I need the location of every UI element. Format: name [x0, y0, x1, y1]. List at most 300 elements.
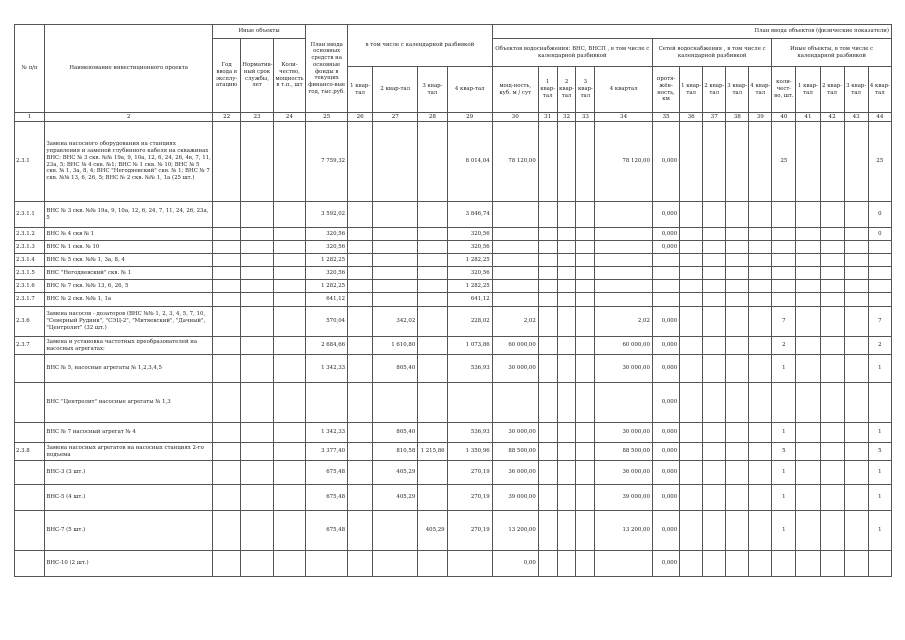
cell-c29: 1 350,96: [447, 443, 492, 461]
cell-c32: [557, 202, 576, 228]
cell-c41: [796, 307, 820, 337]
header-name: Наименование инвестиционного проекта: [45, 25, 213, 113]
cell-c35: 0,000: [652, 551, 679, 577]
cell-c28: [418, 254, 447, 267]
empty-cell: [749, 337, 772, 355]
cell-c44: [868, 254, 891, 267]
cell-c44: 2: [868, 337, 891, 355]
empty-cell: [212, 228, 240, 241]
table-row: [15, 355, 892, 383]
cell-c29: 8 014,04: [447, 122, 492, 202]
cell-c25: 320,56: [306, 241, 348, 254]
cell-c33: [576, 228, 595, 241]
empty-cell: [273, 293, 305, 307]
empty-cell: [680, 511, 703, 551]
cell-c41: [796, 267, 820, 280]
cell-c25: 320,56: [306, 228, 348, 241]
cell-c32: [557, 485, 576, 511]
empty-cell: [273, 383, 305, 423]
empty-cell: [726, 254, 749, 267]
cell-c25: 320,56: [306, 267, 348, 280]
cell-c27: [373, 511, 418, 551]
cell-c33: [576, 267, 595, 280]
cell-c29: 641,12: [447, 293, 492, 307]
empty-cell: [212, 293, 240, 307]
header-q3: 3 квар-тал: [418, 67, 447, 113]
table-row: [15, 267, 892, 280]
cell-c42: [820, 485, 844, 511]
empty-cell: [680, 202, 703, 228]
cell-c42: [820, 355, 844, 383]
row-number: [15, 485, 45, 511]
row-project-name: Замена насосных агрегатов на насосных станциях 2-го подъема: [45, 443, 213, 461]
column-number: 22: [212, 113, 240, 122]
cell-c31: [538, 122, 557, 202]
cell-c28: [418, 228, 447, 241]
header-power: мощ-ность, куб. м / сут: [492, 67, 538, 113]
table-row: [15, 461, 892, 485]
cell-c34: [595, 293, 653, 307]
empty-cell: [241, 307, 273, 337]
cell-c30: 36 000,00: [492, 461, 538, 485]
cell-c35: [652, 267, 679, 280]
cell-c33: [576, 461, 595, 485]
cell-c34: 30 000,00: [595, 355, 653, 383]
cell-c29: 3 846,74: [447, 202, 492, 228]
cell-c43: [844, 337, 868, 355]
empty-cell: [241, 280, 273, 293]
cell-c30: [492, 383, 538, 423]
cell-c42: [820, 511, 844, 551]
empty-cell: [273, 337, 305, 355]
empty-cell: [703, 228, 726, 241]
empty-cell: [273, 551, 305, 577]
cell-c40: [772, 383, 796, 423]
cell-c27: 805,40: [373, 423, 418, 443]
row-project-name: ВНС № 2 скв. №№ 1, 1а: [45, 293, 213, 307]
cell-c32: [557, 267, 576, 280]
empty-cell: [212, 511, 240, 551]
empty-cell: [680, 485, 703, 511]
row-project-name: Замена насосов - дозаторов (ВНС №№ 1, 2, 3, 4, 5, 7, 10, "Северный Рудник", "СЭЦ-2", "Митяевский", "Дачный", "Центролит" (32 шт.): [45, 307, 213, 337]
cell-c26: [348, 267, 373, 280]
empty-cell: [749, 461, 772, 485]
empty-cell: [680, 551, 703, 577]
cell-c26: [348, 293, 373, 307]
table-row: [15, 511, 892, 551]
row-number: 2.3.1.7: [15, 293, 45, 307]
cell-c44: 7: [868, 307, 891, 337]
cell-c40: [772, 228, 796, 241]
cell-c34: 2,02: [595, 307, 653, 337]
cell-c44: [868, 551, 891, 577]
cell-c40: [772, 254, 796, 267]
cell-c30: [492, 293, 538, 307]
cell-c42: [820, 337, 844, 355]
row-number: 2.3.1.4: [15, 254, 45, 267]
cell-c30: 30 000,00: [492, 423, 538, 443]
cell-c28: [418, 307, 447, 337]
cell-c29: 1 282,25: [447, 254, 492, 267]
cell-c32: [557, 241, 576, 254]
cell-c25: [306, 383, 348, 423]
header-other-norm: Норматив-ный срок службы, лет: [241, 39, 273, 113]
cell-c32: [557, 423, 576, 443]
empty-cell: [726, 337, 749, 355]
cell-c42: [820, 202, 844, 228]
cell-c28: [418, 122, 447, 202]
header-q2: 2 квар-тал: [373, 67, 418, 113]
empty-cell: [749, 202, 772, 228]
empty-cell: [212, 443, 240, 461]
cell-c27: [373, 551, 418, 577]
empty-cell: [241, 511, 273, 551]
cell-c33: [576, 551, 595, 577]
cell-c29: 270,19: [447, 511, 492, 551]
cell-c34: 30 000,00: [595, 423, 653, 443]
cell-c40: [772, 551, 796, 577]
cell-c40: [772, 293, 796, 307]
header-plan-physical: План ввода объектов (физические показатели): [492, 25, 891, 39]
cell-c34: [595, 202, 653, 228]
row-number: [15, 383, 45, 423]
empty-cell: [726, 423, 749, 443]
column-number: 34: [595, 113, 653, 122]
empty-cell: [241, 267, 273, 280]
cell-c29: 228,02: [447, 307, 492, 337]
empty-cell: [273, 280, 305, 293]
cell-c34: 60 000,00: [595, 337, 653, 355]
header-wq4: 4 квартал: [595, 67, 653, 113]
empty-cell: [273, 307, 305, 337]
header-oq3: 3 квар-тал: [844, 67, 868, 113]
cell-c26: [348, 280, 373, 293]
cell-c28: [418, 337, 447, 355]
empty-cell: [680, 423, 703, 443]
empty-cell: [749, 443, 772, 461]
empty-cell: [212, 423, 240, 443]
cell-c30: 30 000,00: [492, 355, 538, 383]
empty-cell: [241, 485, 273, 511]
header-nq2: 2 квар-тал: [703, 67, 726, 113]
empty-cell: [241, 355, 273, 383]
row-project-name: ВНС-5 (4 шт.): [45, 485, 213, 511]
row-number: [15, 355, 45, 383]
cell-c26: [348, 241, 373, 254]
empty-cell: [726, 461, 749, 485]
cell-c25: 1 282,25: [306, 254, 348, 267]
cell-c26: [348, 122, 373, 202]
empty-cell: [212, 337, 240, 355]
cell-c43: [844, 228, 868, 241]
cell-c41: [796, 202, 820, 228]
row-project-name: ВНС № 5, насосные агрегаты № 1,2,3,4,5: [45, 355, 213, 383]
column-numbers-row: [15, 113, 892, 122]
column-number: 25: [306, 113, 348, 122]
empty-cell: [680, 307, 703, 337]
row-number: [15, 423, 45, 443]
empty-cell: [703, 355, 726, 383]
empty-cell: [241, 383, 273, 423]
empty-cell: [212, 307, 240, 337]
table-row: [15, 254, 892, 267]
cell-c32: [557, 254, 576, 267]
empty-cell: [726, 241, 749, 254]
cell-c33: [576, 307, 595, 337]
empty-cell: [726, 443, 749, 461]
header-oq1: 1 квар-тал: [796, 67, 820, 113]
table-row: [15, 443, 892, 461]
cell-c41: [796, 241, 820, 254]
cell-c41: [796, 551, 820, 577]
cell-c27: [373, 228, 418, 241]
cell-c43: [844, 307, 868, 337]
cell-c35: [652, 293, 679, 307]
row-number: 2.3.7: [15, 337, 45, 355]
cell-c34: 13 200,00: [595, 511, 653, 551]
empty-cell: [212, 241, 240, 254]
empty-cell: [749, 551, 772, 577]
cell-c33: [576, 485, 595, 511]
empty-cell: [726, 355, 749, 383]
cell-c27: 805,40: [373, 355, 418, 383]
empty-cell: [273, 485, 305, 511]
cell-c40: 1: [772, 461, 796, 485]
table-row: [15, 551, 892, 577]
cell-c32: [557, 383, 576, 423]
cell-c30: 88 500,00: [492, 443, 538, 461]
header-num: № п/п: [15, 25, 45, 113]
cell-c33: [576, 280, 595, 293]
cell-c27: 1 610,80: [373, 337, 418, 355]
empty-cell: [273, 267, 305, 280]
empty-cell: [241, 337, 273, 355]
cell-c34: [595, 551, 653, 577]
row-number: 2.3.1.2: [15, 228, 45, 241]
cell-c25: 641,12: [306, 293, 348, 307]
cell-c27: [373, 280, 418, 293]
table-body: [15, 122, 892, 577]
cell-c30: [492, 228, 538, 241]
table-row: [15, 307, 892, 337]
empty-cell: [212, 280, 240, 293]
cell-c28: [418, 280, 447, 293]
empty-cell: [241, 293, 273, 307]
column-number: 32: [557, 113, 576, 122]
cell-c30: 0,00: [492, 551, 538, 577]
header-oq4: 4 квар-тал: [868, 67, 891, 113]
empty-cell: [726, 383, 749, 423]
cell-c35: 0,000: [652, 202, 679, 228]
cell-c30: [492, 280, 538, 293]
empty-cell: [703, 267, 726, 280]
empty-cell: [749, 355, 772, 383]
cell-c40: 7: [772, 307, 796, 337]
row-number: [15, 511, 45, 551]
cell-c29: 320,56: [447, 241, 492, 254]
cell-c33: [576, 383, 595, 423]
row-number: 2.3.8: [15, 443, 45, 461]
empty-cell: [680, 337, 703, 355]
column-number: 1: [15, 113, 45, 122]
empty-cell: [212, 202, 240, 228]
cell-c26: [348, 383, 373, 423]
column-number: 24: [273, 113, 305, 122]
cell-c33: [576, 355, 595, 383]
cell-c31: [538, 241, 557, 254]
cell-c43: [844, 267, 868, 280]
cell-c35: 0,000: [652, 307, 679, 337]
cell-c31: [538, 307, 557, 337]
cell-c32: [557, 122, 576, 202]
row-project-name: Замена насосного оборудования на станциях управления и заменой глубинного кабеля на скважинах ВНС: ВНС № 3 скв. №№ 19а, 9, 10а, 12, 6, 24, 26, 4в, 7, 11, 23а, 5; ВНС № 4 скв. №1; ВНС № 1 скв. № 10; ВНС № 5 скв. № 1, 3а, 8, 4; ВНС "Негодяевский" скв. № 1; ВНС № 7 скв. №№ 13, 6, 26, 5; ВНС № 2 скв. №№ 1, 1а (25 шт.): [45, 122, 213, 202]
cell-c43: [844, 254, 868, 267]
cell-c40: [772, 280, 796, 293]
row-project-name: ВНС-3 (3 шт.): [45, 461, 213, 485]
cell-c31: [538, 461, 557, 485]
cell-c40: 2: [772, 337, 796, 355]
table-row: [15, 228, 892, 241]
investment-table: [14, 24, 892, 577]
cell-c27: [373, 241, 418, 254]
cell-c44: 1: [868, 355, 891, 383]
cell-c34: 88 500,00: [595, 443, 653, 461]
cell-c35: 0,000: [652, 355, 679, 383]
cell-c32: [557, 293, 576, 307]
header-other-objects2: Иные объекты, в том числе с календарной разбивкой: [772, 39, 892, 67]
cell-c29: [447, 383, 492, 423]
cell-c42: [820, 280, 844, 293]
cell-c34: [595, 228, 653, 241]
cell-c44: 1: [868, 485, 891, 511]
empty-cell: [241, 241, 273, 254]
cell-c35: 0,000: [652, 423, 679, 443]
header-nq3: 3 квар-тал: [726, 67, 749, 113]
cell-c31: [538, 485, 557, 511]
table-row: [15, 423, 892, 443]
empty-cell: [241, 443, 273, 461]
cell-c27: 405,29: [373, 485, 418, 511]
cell-c27: [373, 293, 418, 307]
cell-c42: [820, 241, 844, 254]
empty-cell: [749, 280, 772, 293]
cell-c31: [538, 355, 557, 383]
table-row: [15, 280, 892, 293]
cell-c40: 1: [772, 511, 796, 551]
cell-c42: [820, 228, 844, 241]
empty-cell: [726, 307, 749, 337]
cell-c33: [576, 443, 595, 461]
empty-cell: [680, 267, 703, 280]
row-project-name: ВНС "Негодяевский" скв. № 1: [45, 267, 213, 280]
cell-c42: [820, 551, 844, 577]
cell-c34: [595, 241, 653, 254]
cell-c41: [796, 485, 820, 511]
empty-cell: [273, 355, 305, 383]
cell-c25: 2 684,66: [306, 337, 348, 355]
header-wq1: 1 квар-тал: [538, 67, 557, 113]
row-project-name: ВНС "Центролит" насосные агрегаты № 1,3: [45, 383, 213, 423]
cell-c43: [844, 355, 868, 383]
empty-cell: [680, 241, 703, 254]
cell-c29: 1 282,25: [447, 280, 492, 293]
cell-c32: [557, 461, 576, 485]
empty-cell: [703, 254, 726, 267]
cell-c33: [576, 122, 595, 202]
cell-c27: [373, 267, 418, 280]
cell-c32: [557, 551, 576, 577]
empty-cell: [749, 293, 772, 307]
cell-c30: 39 000,00: [492, 485, 538, 511]
cell-c26: [348, 202, 373, 228]
cell-c31: [538, 337, 557, 355]
row-number: 2.3.1.5: [15, 267, 45, 280]
cell-c25: 1 342,33: [306, 423, 348, 443]
empty-cell: [273, 228, 305, 241]
column-number: 2: [45, 113, 213, 122]
cell-c41: [796, 423, 820, 443]
cell-c32: [557, 307, 576, 337]
row-number: [15, 551, 45, 577]
cell-c28: [418, 241, 447, 254]
cell-c25: 675,48: [306, 461, 348, 485]
empty-cell: [726, 293, 749, 307]
cell-c27: [373, 254, 418, 267]
cell-c34: 39 000,00: [595, 485, 653, 511]
header-wq3: 3 квар-тал: [576, 67, 595, 113]
empty-cell: [273, 423, 305, 443]
empty-cell: [726, 228, 749, 241]
cell-c32: [557, 511, 576, 551]
cell-c42: [820, 307, 844, 337]
cell-c43: [844, 202, 868, 228]
column-number: 42: [820, 113, 844, 122]
cell-c42: [820, 443, 844, 461]
empty-cell: [680, 443, 703, 461]
cell-c27: 810,58: [373, 443, 418, 461]
cell-c35: 0,000: [652, 228, 679, 241]
cell-c32: [557, 337, 576, 355]
empty-cell: [726, 511, 749, 551]
empty-cell: [726, 551, 749, 577]
empty-cell: [703, 461, 726, 485]
cell-c35: 0,000: [652, 241, 679, 254]
row-project-name: ВНС № 5 скв. №№ 1, 3а, 8, 4: [45, 254, 213, 267]
empty-cell: [273, 122, 305, 202]
cell-c35: [652, 280, 679, 293]
cell-c30: [492, 267, 538, 280]
cell-c35: 0,000: [652, 485, 679, 511]
cell-c31: [538, 228, 557, 241]
header-q1: 1 квар-тал: [348, 67, 373, 113]
cell-c41: [796, 228, 820, 241]
cell-c33: [576, 423, 595, 443]
cell-c40: 5: [772, 443, 796, 461]
cell-c25: 675,48: [306, 511, 348, 551]
empty-cell: [680, 355, 703, 383]
cell-c26: [348, 423, 373, 443]
cell-c31: [538, 511, 557, 551]
cell-c26: [348, 228, 373, 241]
empty-cell: [212, 485, 240, 511]
column-number: 37: [703, 113, 726, 122]
cell-c35: 0,000: [652, 122, 679, 202]
cell-c42: [820, 383, 844, 423]
empty-cell: [241, 423, 273, 443]
row-number: 2.3.1.3: [15, 241, 45, 254]
cell-c44: [868, 280, 891, 293]
cell-c34: [595, 267, 653, 280]
